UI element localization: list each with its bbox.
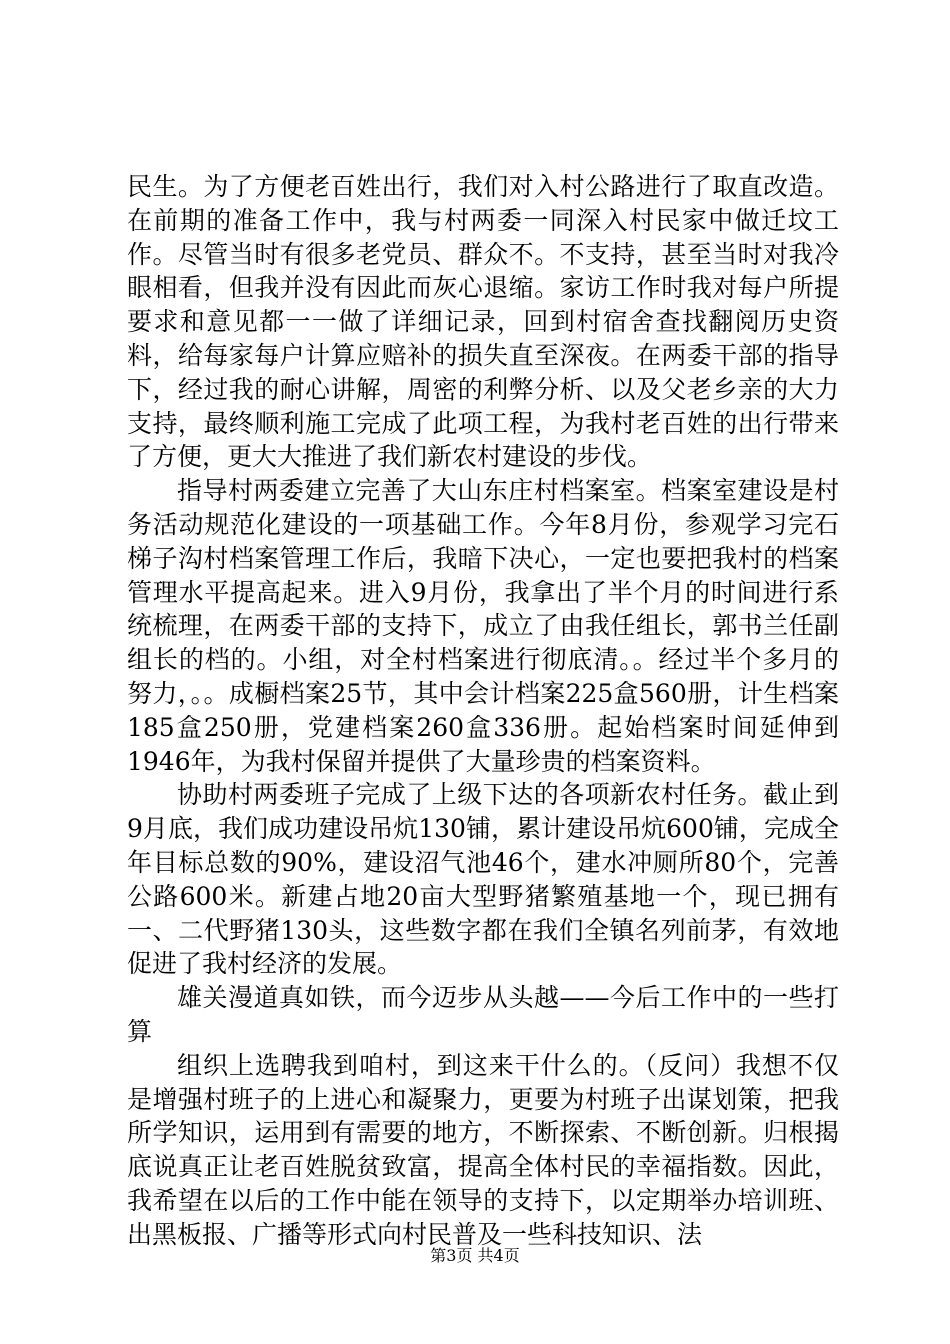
section-heading-future-plans: 雄关漫道真如铁，而今迈步从头越——今后工作中的一些打算 bbox=[127, 983, 839, 1046]
paragraph-continuation: 民生。为了方便老百姓出行，我们对入村公路进行了取直改造。在前期的准备工作中，我与村两委一同深入村民家中做迁坟工作。尽管当时有很多老党员、群众不。不支持，甚至当时对我冷眼相看，但我并没有因此而灰心退缩。家访工作时我对每户所提要求和意见都一一做了详细记录，回到村宿舍查找翻阅历史资料，给每家每户计算应赔补的损失直至深夜。在两委干部的指导下，经过我的耐心讲解，周密的利弊分析、以及父老乡亲的大力支持，最终顺利施工完成了此项工程，为我村老百姓的出行带来了方便，更大大推进了我们新农村建设的步伐。 bbox=[127, 172, 839, 472]
document-body bbox=[127, 170, 839, 1252]
paragraph-rural-tasks: 协助村两委班子完成了上级下达的各项新农村任务。截止到9月底，我们成功建设吊炕130铺，累计建设吊炕600铺，完成全年目标总数的90%，建设沼气池46个，建水冲厕所80个，完善公路600米。新建占地20亩大型野猪繁殖基地一个，现已拥有一、二代野猪130头，这些数字都在我们全镇名列前茅，有效地促进了我村经济的发展。 bbox=[127, 780, 839, 979]
page-number-footer: 第3页 共4页 bbox=[430, 1246, 520, 1265]
paragraph-archive-room: 指导村两委建立完善了大山东庄村档案室。档案室建设是村务活动规范化建设的一项基础工作。今年8月份，参观学习完石梯子沟村档案管理工作后，我暗下决心，一定也要把我村的档案管理水平提高起来。进入9月份，我拿出了半个月的时间进行系统梳理，在两委干部的支持下，成立了由我任组长，郭书兰任副组长的档的。小组，对全村档案进行彻底清。。经过半个多月的努力，。。成橱档案25节，其中会计档案225盒560册，计生档案185盒250册，党建档案260盒336册。起始档案时间延伸到1946年，为我村保留并提供了大量珍贵的档案资料。 bbox=[127, 476, 839, 776]
paragraph-future-plans: 组织上选聘我到咱村，到这来干什么的。（反问）我想不仅是增强村班子的上进心和凝聚力，更要为村班子出谋划策，把我所学知识，运用到有需要的地方，不断探索、不断创新。归根揭底说真正让老百姓脱贫致富，提高全体村民的幸福指数。因此，我希望在以后的工作中能在领导的支持下，以定期举办培训班、出黑板报、广播等形式向村民普及一些科技知识、法 bbox=[127, 1050, 839, 1249]
